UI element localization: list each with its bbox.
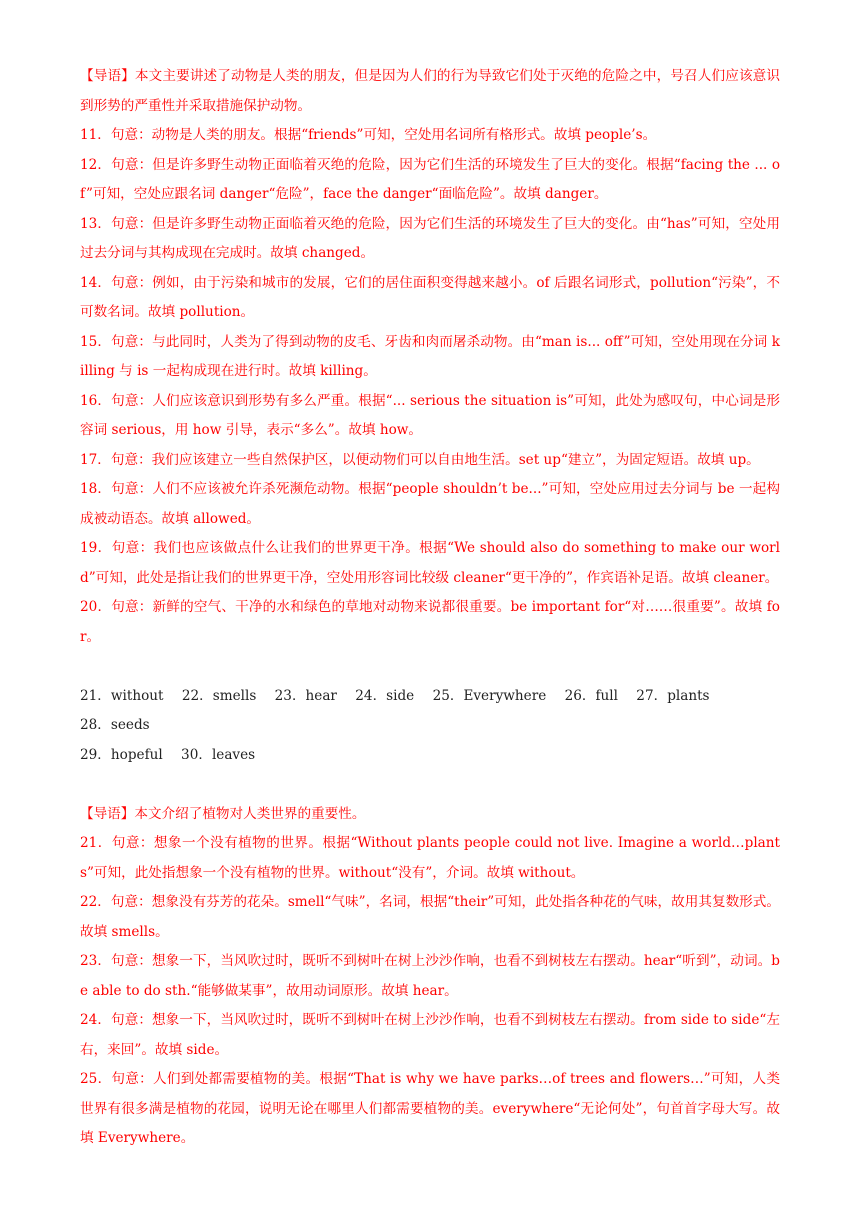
answer-21: 21．without [80,687,164,704]
explanation-item-13: 13．句意：但是许多野生动物正面临着灭绝的危险，因为它们生活的环境发生了巨大的变化。由“has”可知，空处用过去分词与其构成现在完成时。故填 changed。 [80,215,780,261]
section2-intro: 【导语】本文介绍了植物对人类世界的重要性。 [80,805,366,822]
explanation-item-15: 15．句意：与此同时，人类为了得到动物的皮毛、牙齿和肉而屠杀动物。由“man is... off”可知，空处用现在分词 killing 与 is 一起构成现在进行时。故填 killing。 [80,333,780,379]
answer-29: 29．hopeful [80,746,163,763]
answer-24: 24．side [355,687,415,704]
explanation-item-17: 17．句意：我们应该建立一些自然保护区，以便动物们可以自由地生活。set up“建立”，为固定短语。故填 up。 [80,451,760,468]
explanation-item-20: 20．句意：新鲜的空气、干净的水和绿色的草地对动物来说都很重要。be important for“对……很重要”。故填 for。 [80,599,780,645]
explanation-item-24: 24．句意：想象一下，当风吹过时，既听不到树叶在树上沙沙作响，也看不到树枝左右摆动。from side to side“左右，来回”。故填 side。 [80,1012,780,1058]
answer-key [80,682,780,771]
explanation-item-11: 11．句意：动物是人类的朋友。根据“friends”可知，空处用名词所有格形式。故填 people’s。 [80,127,657,143]
explanation-item-21: 21．句意：想象一个没有植物的世界。根据“Without plants people could not live. Imagine a world…plants”可知，此处指想象一个没有植物的世界。without“没有”，介词。故填 without。 [80,835,780,881]
blank-line [80,770,780,800]
explanation-item-19: 19．句意：我们也应该做点什么让我们的世界更干净。根据“We should also do something to make our world”可知，此处是指让我们的世界更干净，空处用形容词比较级 cleaner“更干净的”，作宾语补足语。故填 cleaner。 [80,540,780,586]
explanation-item-22: 22．句意：想象没有芬芳的花朵。smell“气味”，名词，根据“their”可知，此处指各种花的气味，故用其复数形式。故填 smells。 [80,894,780,940]
answer-30: 30．leaves [181,746,256,763]
answer-25: 25．Everywhere [432,687,547,704]
explanation-item-23: 23．句意：想象一下，当风吹过时，既听不到树叶在树上沙沙作响，也看不到树枝左右摆动。hear“听到”，动词。be able to do sth.“能够做某事”，故用动词原形。故填 hear。 [80,953,780,999]
answer-22: 22．smells [181,687,257,704]
answer-26: 26．full [564,687,618,704]
answer-27: 27．plants [636,687,710,704]
blank-line [80,652,780,682]
answer-23: 23．hear [274,687,337,704]
answer-28: 28．seeds [80,717,150,733]
explanation-item-12: 12．句意：但是许多野生动物正面临着灭绝的危险，因为它们生活的环境发生了巨大的变化。根据“facing the ... of”可知，空处应跟名词 danger“危险”，face the danger“面临危险”。故填 danger。 [80,156,780,202]
answer-explanations [80,62,780,1154]
answer-key-row-2 [80,741,780,771]
explanation-item-18: 18．句意：人们不应该被允许杀死濒危动物。根据“people shouldn’t be...”可知，空处应用过去分词与 be 一起构成被动语态。故填 allowed。 [80,481,780,527]
explanation-item-16: 16．句意：人们应该意识到形势有多么严重。根据“... serious the situation is”可知，此处为感叹句，中心词是形容词 serious，用 how 引导，表示“多么”。故填 how。 [80,392,780,438]
explanation-item-25: 25．句意：人们到处都需要植物的美。根据“That is why we have parks…of trees and flowers…”可知，人类世界有很多满是植物的花园，说明无论在哪里人们都需要植物的美。everywhere“无论何处”，句首首字母大写。故填 Everywhere。 [80,1071,780,1146]
answer-key-row-1 [80,682,780,741]
section1-intro: 【导语】本文主要讲述了动物是人类的朋友，但是因为人们的行为导致它们处于灭绝的危险之中，号召人们应该意识到形势的严重性并采取措施保护动物。 [80,68,780,114]
explanation-item-14: 14．句意：例如，由于污染和城市的发展，它们的居住面积变得越来越小。of 后跟名词形式，pollution“污染”，不可数名词。故填 pollution。 [80,274,780,320]
